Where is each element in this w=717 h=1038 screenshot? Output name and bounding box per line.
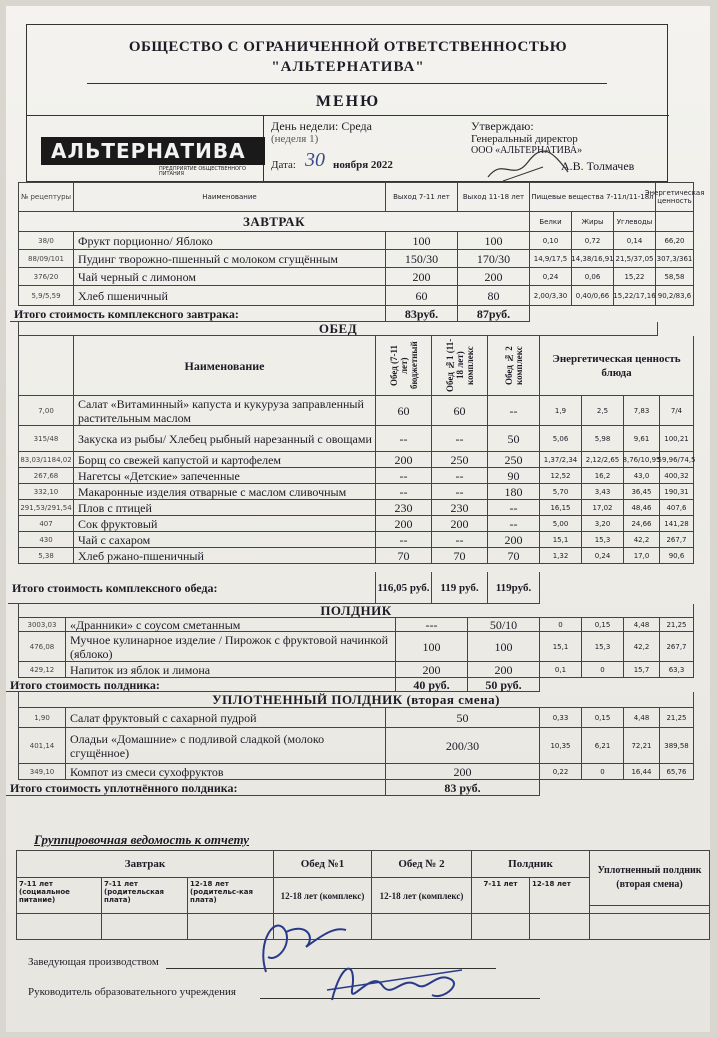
dish-name: Мучное кулинарное изделие / Пирожок с фруктовой начинкой (яблоко) [66, 632, 396, 662]
output-7-11: 60 [386, 286, 458, 306]
report-title: Группировочная ведомость к отчету [34, 832, 250, 847]
report-sub-lunch1: 12-18 лет (комплекс) [274, 878, 372, 914]
proteins: 0,33 [540, 708, 582, 728]
director-signature [483, 147, 573, 187]
proteins: 12,52 [540, 468, 582, 484]
lunch-1-output: 250 [432, 452, 488, 468]
energy: 190,31 [660, 484, 694, 500]
proteins: 0,24 [530, 268, 572, 286]
lunch-2-output: 70 [488, 548, 540, 564]
report-value-cell [102, 914, 188, 940]
day-of-week: День недели: Среда [271, 119, 372, 133]
energy: 141,28 [660, 516, 694, 532]
proteins: 1,9 [540, 396, 582, 426]
energy: 21,25 [660, 708, 694, 728]
dish-name: «Дранники» с соусом сметанным [66, 618, 396, 632]
lunch-1-output: 200 [432, 516, 488, 532]
recipe-no: 315/48 [18, 426, 74, 452]
proteins: 1,32 [540, 548, 582, 564]
recipe-no: 376/20 [18, 268, 74, 286]
report-sub-lunch2: 12-18 лет (комплекс) [372, 878, 472, 914]
energy: 307,3/361 [656, 250, 694, 268]
energy: 267,7 [660, 632, 694, 662]
lunch-budget-output: 70 [376, 548, 432, 564]
carbs: 0,14 [614, 232, 656, 250]
carbs: 72,21 [624, 728, 660, 764]
recipe-no: 407 [18, 516, 74, 532]
fats: 0 [582, 662, 624, 678]
menu-sheet [6, 6, 710, 1032]
lunch-2-output: 180 [488, 484, 540, 500]
carbs: 15,7 [624, 662, 660, 678]
output-7-11: 150/30 [386, 250, 458, 268]
lunch-1-output: 230 [432, 500, 488, 516]
proteins: 0,1 [540, 662, 582, 678]
dish-name: Чай с сахаром [74, 532, 376, 548]
carbs: 21,5/37,05 [614, 250, 656, 268]
col-lunch-budget [376, 336, 432, 396]
report-value-cell [372, 914, 472, 940]
dish-name: Компот из смеси сухофруктов [66, 764, 386, 780]
approve-position: Генеральный директор [471, 133, 578, 145]
breakfast-total-11-18: 87руб. [458, 306, 530, 322]
fats: 3,43 [582, 484, 624, 500]
lunch-1-output: 60 [432, 396, 488, 426]
header-divider [27, 115, 669, 116]
sub-carbs: Углеводы [614, 212, 656, 232]
output-a: 200 [396, 662, 468, 678]
lunch-1-output: -- [432, 484, 488, 500]
energy: 389,58 [660, 728, 694, 764]
energy: 7/4 [660, 396, 694, 426]
dish-name: Нагетсы «Детские» запеченные [74, 468, 376, 484]
recipe-no: 332,10 [18, 484, 74, 500]
dish-name: Чай черный с лимоном [74, 268, 386, 286]
dish-name: Закуска из рыбы/ Хлебец рыбный нарезанный с овощами [74, 426, 376, 452]
company-logo [41, 125, 265, 177]
report-snack2-head: Уплотненный полдник (вторая смена) [590, 850, 710, 906]
output: 200/30 [386, 728, 540, 764]
proteins: 5,06 [540, 426, 582, 452]
footer-production-label: Заведующая производством [28, 956, 159, 968]
menu-title: МЕНЮ [315, 93, 381, 110]
fats: 0,06 [572, 268, 614, 286]
output: 200 [386, 764, 540, 780]
sub-fats: Жиры [572, 212, 614, 232]
output-7-11: 100 [386, 232, 458, 250]
dish-name: Напиток из яблок и лимона [66, 662, 396, 678]
report-sub-parent2: 12-18 лет (родительс-кая плата) [188, 878, 274, 914]
report-value-cell [472, 914, 530, 940]
org-name-line2: "АЛЬТЕРНАТИВА" [271, 59, 425, 75]
lunch-budget-output: -- [376, 468, 432, 484]
energy: 65,76 [660, 764, 694, 780]
report-lunch2-head: Обед № 2 [372, 850, 472, 878]
lunch-1-output: 70 [432, 548, 488, 564]
snack-total-a: 40 руб. [396, 678, 468, 692]
recipe-no: 83,03/1184,02 [18, 452, 74, 468]
carbs: 42,2 [624, 532, 660, 548]
output-11-18: 80 [458, 286, 530, 306]
fats: 6,21 [582, 728, 624, 764]
carbs: 9,61 [624, 426, 660, 452]
energy: 66,20 [656, 232, 694, 250]
carbs: 36,45 [624, 484, 660, 500]
proteins: 1,37/2,34 [540, 452, 582, 468]
dish-name: Хлеб ржано-пшеничный [74, 548, 376, 564]
recipe-no: 401,14 [18, 728, 66, 764]
col-output-7-11: Выход 7-11 лет [386, 182, 458, 212]
dish-name: Борщ со свежей капустой и картофелем [74, 452, 376, 468]
date-day-handwritten: 30 [305, 149, 325, 171]
col-lunch-1-label: Обед №1 (11-18 лет) комплекс [444, 338, 475, 393]
col-output-11-18: Выход 11-18 лет [458, 182, 530, 212]
fats: 15,3 [582, 632, 624, 662]
fats: 14,38/16,91 [572, 250, 614, 268]
org-name-line1: ОБЩЕСТВО С ОГРАНИЧЕННОЙ ОТВЕТСТВЕННОСТЬЮ [128, 39, 568, 55]
col-name: Наименование [74, 182, 386, 212]
proteins: 0,22 [540, 764, 582, 780]
output: 50 [386, 708, 540, 728]
report-sub-social: 7-11 лет (социальное питание) [16, 878, 102, 914]
head-signature [322, 950, 472, 1012]
section-snack2: УПЛОТНЕННЫЙ ПОЛДНИК (вторая смена) [18, 692, 694, 708]
fats: 0,15 [582, 618, 624, 632]
carbs: 48,46 [624, 500, 660, 516]
recipe-no: 476,08 [18, 632, 66, 662]
proteins: 0,10 [530, 232, 572, 250]
output-11-18: 170/30 [458, 250, 530, 268]
proteins: 15,1 [540, 632, 582, 662]
lunch-total-2: 119руб. [488, 572, 540, 604]
lunch-total-1: 119 руб. [432, 572, 488, 604]
recipe-no: 5,9/5,59 [18, 286, 74, 306]
output-b: 50/10 [468, 618, 540, 632]
lunch-2-output: -- [488, 396, 540, 426]
dish-name: Плов с птицей [74, 500, 376, 516]
recipe-no: 38/0 [18, 232, 74, 250]
dish-name: Фрукт порционно/ Яблоко [74, 232, 386, 250]
approve-label: Утверждаю: [471, 119, 534, 133]
energy: 59,96/74,5 [660, 452, 694, 468]
fats: 3,20 [582, 516, 624, 532]
approve-company: ООО «АЛЬТЕРНАТИВА» [471, 145, 583, 156]
lunch-budget-output: -- [376, 426, 432, 452]
header-rule [87, 83, 607, 84]
output-11-18: 100 [458, 232, 530, 250]
energy: 267,7 [660, 532, 694, 548]
lunch-budget-output: 200 [376, 516, 432, 532]
proteins: 2,00/3,30 [530, 286, 572, 306]
proteins: 0 [540, 618, 582, 632]
director-name: А.В. Толмачев [561, 159, 635, 173]
dish-name: Хлеб пшеничный [74, 286, 386, 306]
report-snack-head: Полдник [472, 850, 590, 878]
lunch-1-output: -- [432, 468, 488, 484]
fats: 0 [582, 764, 624, 780]
col-lunch-1 [432, 336, 488, 396]
dish-name: Сок фруктовый [74, 516, 376, 532]
lunch-budget-output: -- [376, 532, 432, 548]
lunch-total-label: Итого стоимость комплексного обеда: [8, 572, 376, 604]
dish-name: Салат «Витаминный» капуста и кукуруза заправленный растительным маслом [74, 396, 376, 426]
date-month-year: ноября 2022 [333, 159, 393, 171]
lunch-2-output: -- [488, 516, 540, 532]
recipe-no: 3003,03 [18, 618, 66, 632]
dish-name: Макаронные изделия отварные с маслом сливочным [74, 484, 376, 500]
recipe-no: 430 [18, 532, 74, 548]
fats: 15,3 [582, 532, 624, 548]
recipe-no: 429,12 [18, 662, 66, 678]
lunch-2-output: 200 [488, 532, 540, 548]
week-number: (неделя 1) [271, 133, 319, 145]
report-sub-snack-7-11: 7-11 лет [472, 878, 530, 914]
energy: 400,32 [660, 468, 694, 484]
fats: 17,02 [582, 500, 624, 516]
lunch-2-output: 90 [488, 468, 540, 484]
carbs: 42,2 [624, 632, 660, 662]
report-sub-snack-12-18: 12-18 лет [530, 878, 590, 914]
output-a: 100 [396, 632, 468, 662]
report-lunch1-head: Обед №1 [274, 850, 372, 878]
breakfast-total-label: Итого стоимость комплексного завтрака: [10, 306, 386, 322]
snack2-total: 83 руб. [386, 780, 540, 796]
carbs: 16,44 [624, 764, 660, 780]
col-name-lunch: Наименование [74, 336, 376, 396]
energy: 90,2/83,6 [656, 286, 694, 306]
breakfast-total-7-11: 83руб. [386, 306, 458, 322]
carbs: 15,22 [614, 268, 656, 286]
report-breakfast-head: Завтрак [16, 850, 274, 878]
carbs: 43,0 [624, 468, 660, 484]
logo-subtitle: ПРЕДПРИЯТИЕ ОБЩЕСТВЕННОГО ПИТАНИЯ [159, 166, 246, 177]
section-lunch: ОБЕД [18, 322, 658, 336]
report-snack2-sub [590, 906, 710, 914]
carbs: 24,66 [624, 516, 660, 532]
energy: 63,3 [660, 662, 694, 678]
carbs: 17,0 [624, 548, 660, 564]
header-frame [26, 24, 668, 182]
fats: 0,15 [582, 708, 624, 728]
energy: 100,21 [660, 426, 694, 452]
output-11-18: 200 [458, 268, 530, 286]
snack-total-b: 50 руб. [468, 678, 540, 692]
lunch-2-output: -- [488, 500, 540, 516]
dish-name: Оладьи «Домашние» с подливой сладкой (молоко сгущённое) [66, 728, 386, 764]
carbs: 4,48 [624, 708, 660, 728]
logo-text: АЛЬТЕРНАТИВА [51, 139, 246, 163]
col-energy-lunch: Энергетическая ценность блюда [540, 336, 694, 396]
recipe-no: 1,90 [18, 708, 66, 728]
lunch-budget-output: 200 [376, 452, 432, 468]
snack-total-label: Итого стоимость полдника: [6, 678, 396, 692]
dish-name: Пудинг творожно-пшенный с молоком сгущённым [74, 250, 386, 268]
energy: 21,25 [660, 618, 694, 632]
output-a: --- [396, 618, 468, 632]
fats: 2,5 [582, 396, 624, 426]
date-label: Дата: [271, 159, 296, 171]
section-snack: ПОЛДНИК [18, 604, 694, 618]
col-energy: Энергетическая ценность [656, 182, 694, 212]
output-b: 100 [468, 632, 540, 662]
recipe-no: 349,10 [18, 764, 66, 780]
sub-energy [656, 212, 694, 232]
lunch-budget-output: 60 [376, 396, 432, 426]
lunch-total-budget: 116,05 руб. [376, 572, 432, 604]
proteins: 5,70 [540, 484, 582, 500]
lunch-1-output: -- [432, 426, 488, 452]
energy: 58,58 [656, 268, 694, 286]
col-lunch-budget-label: Обед (7-11 лет) бюджетный [388, 341, 419, 390]
recipe-no: 267,68 [18, 468, 74, 484]
col-recipe-no: № рецептуры [18, 182, 74, 212]
lunch-2-output: 50 [488, 426, 540, 452]
fats: 0,24 [582, 548, 624, 564]
report-value-cell [16, 914, 102, 940]
fats: 2,12/2,65 [582, 452, 624, 468]
report-sub-parent1: 7-11 лет (родительская плата) [102, 878, 188, 914]
section-breakfast: ЗАВТРАК [18, 212, 530, 232]
fats: 0,72 [572, 232, 614, 250]
report-value-cell [530, 914, 590, 940]
snack2-total-label: Итого стоимость уплотнённого полдника: [6, 780, 386, 796]
footer-head-label: Руководитель образовательного учреждения [28, 986, 236, 998]
fats: 5,98 [582, 426, 624, 452]
recipe-no: 7,00 [18, 396, 74, 426]
dish-name: Салат фруктовый с сахарной пудрой [66, 708, 386, 728]
carbs: 8,76/10,95 [624, 452, 660, 468]
lunch-1-output: -- [432, 532, 488, 548]
recipe-no: 291,53/291,54 [18, 500, 74, 516]
proteins: 15,1 [540, 532, 582, 548]
fats: 0,40/0,66 [572, 286, 614, 306]
carbs: 4,48 [624, 618, 660, 632]
recipe-no: 5,38 [18, 548, 74, 564]
lunch-2-output: 250 [488, 452, 540, 468]
col-nutrients: Пищевые вещества 7-11л/11-18л [530, 182, 656, 212]
carbs: 15,22/17,16 [614, 286, 656, 306]
recipe-no: 88/09/101 [18, 250, 74, 268]
output-7-11: 200 [386, 268, 458, 286]
col-recipe-no-lunch [18, 336, 74, 396]
fats: 16,2 [582, 468, 624, 484]
lunch-budget-output: -- [376, 484, 432, 500]
report-value-cell [590, 914, 710, 940]
proteins: 10,35 [540, 728, 582, 764]
proteins: 16,15 [540, 500, 582, 516]
carbs: 7,83 [624, 396, 660, 426]
col-lunch-2 [488, 336, 540, 396]
sub-proteins: Белки [530, 212, 572, 232]
energy: 90,6 [660, 548, 694, 564]
lunch-budget-output: 230 [376, 500, 432, 516]
proteins: 5,00 [540, 516, 582, 532]
col-lunch-2-label: Обед № 2 комплекс [503, 346, 524, 385]
energy: 407,6 [660, 500, 694, 516]
proteins: 14,9/17,5 [530, 250, 572, 268]
output-b: 200 [468, 662, 540, 678]
